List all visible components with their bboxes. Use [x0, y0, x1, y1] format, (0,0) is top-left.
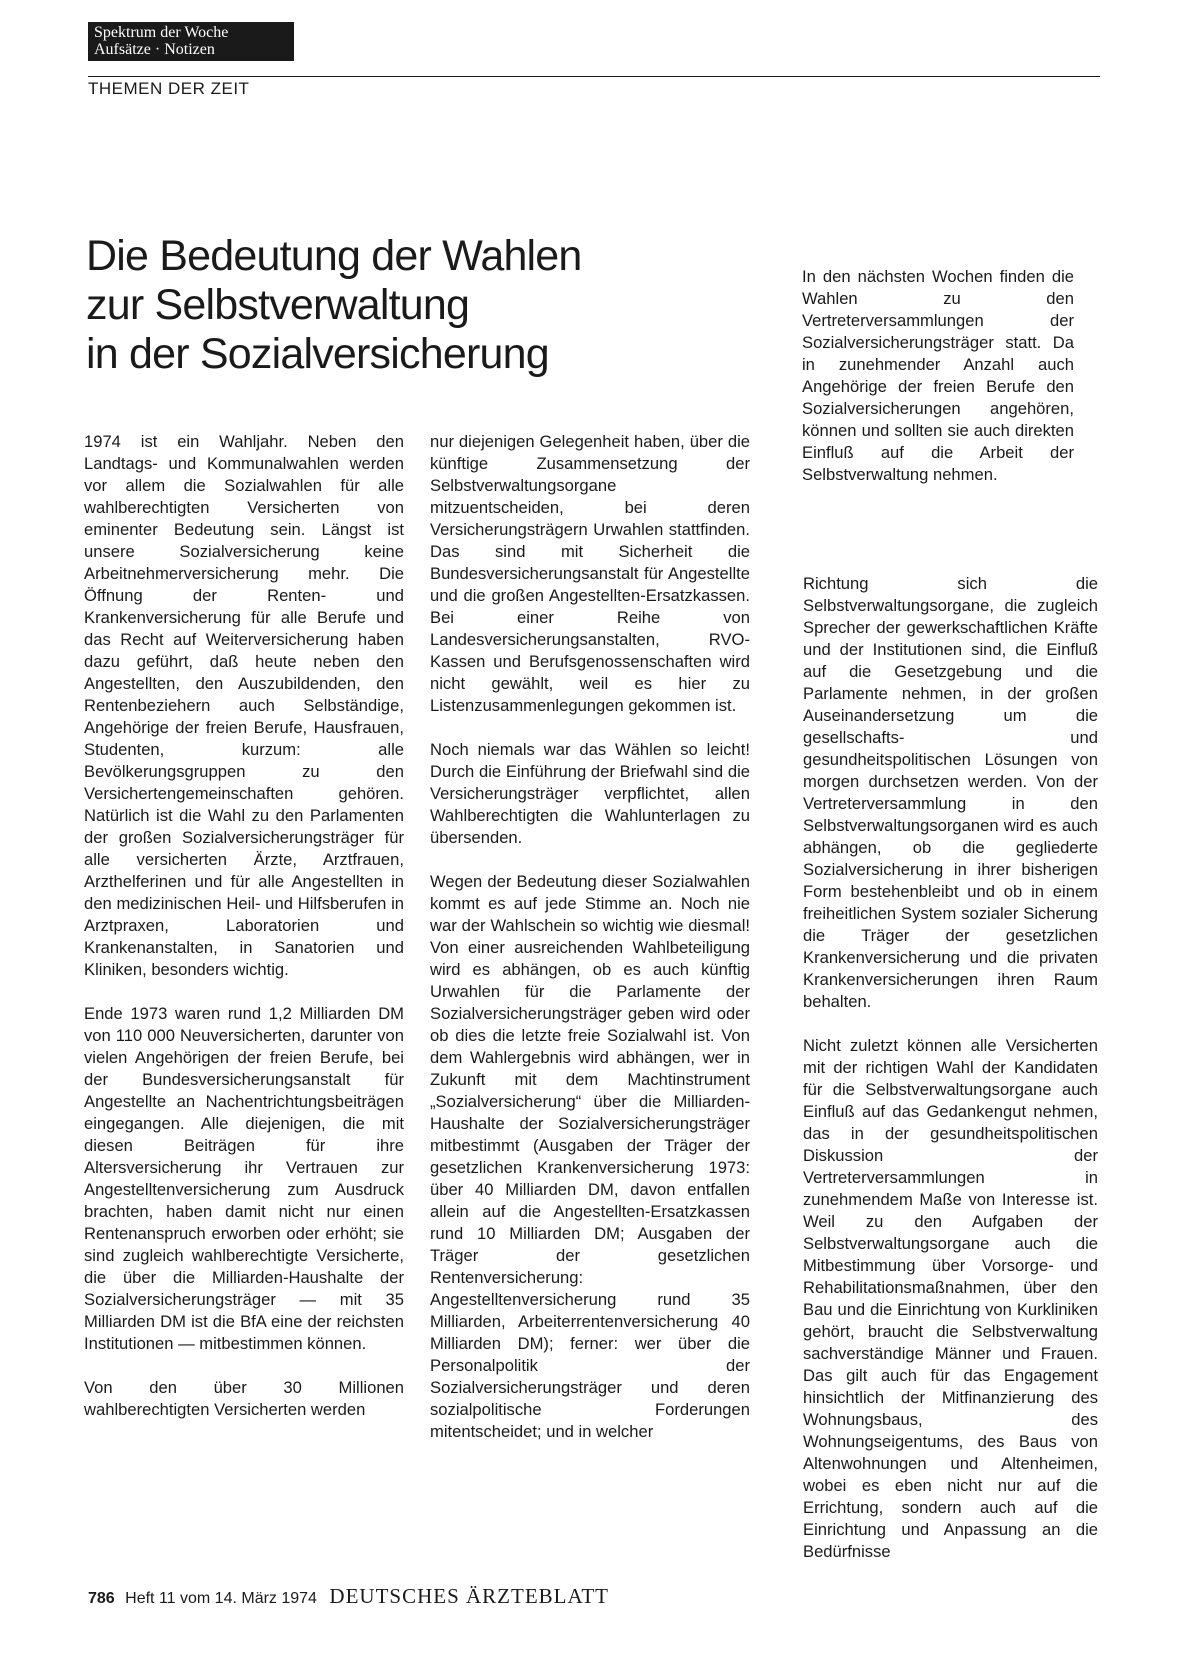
article-title-line: zur Selbstverwaltung	[86, 281, 470, 329]
article-title	[86, 232, 726, 379]
page-number: 786	[88, 1590, 115, 1607]
text-column-3	[803, 573, 1098, 1585]
issue-info: Heft 11 vom 14. März 1974	[125, 1590, 317, 1607]
paragraph: Nicht zuletzt können alle Versicherten mit der richtigen Wahl der Kandidaten für die Selbstverwaltungsorgane auch Einfluß auf das Gedankengut nehmen, das in der gesundheitspolitischen Diskussion der Vertreterversammlungen in zunehmendem Maße von Interesse ist. Weil zu den Aufgaben der Selbstverwaltungsorgane auch die Mitbestimmung über Vorsorge- und Rehabilitationsmaßnahmen, über den Bau und die Einrichtung von Kurkliniken gehört, braucht die Selbstverwaltung sachverständige Männer und Frauen. Das gilt auch für das Engagement hinsichtlich der Mitfinanzierung des Wohnungsbaus, des Wohnungseigentums, des Baus von Altenwohnungen und Altenheimen, wobei es eben nicht nur auf die Errichtung, sondern auch auf die Einrichtung und Anpassung an die Bedürfnisse	[803, 1036, 1098, 1561]
section-label-box	[88, 22, 294, 61]
article-title-line: Die Bedeutung der Wahlen	[86, 232, 582, 280]
rubric-label: THEMEN DER ZEIT	[88, 79, 250, 98]
page-footer	[88, 1584, 609, 1609]
paragraph: Wegen der Bedeutung dieser Sozialwahlen kommt es auf jede Stimme an. Noch nie war der Wahlschein so wichtig wie diesmal! Von einer ausreichenden Wahlbeteiligung wird es abhängen, ob es auch künftig Urwahlen für die Parlamente der Sozialversicherungsträger geben wird oder ob dies die letzte freie Sozialwahl ist. Von dem Wahlergebnis wird abhängen, wer in Zukunft mit dem Machtinstrument „Sozialversicherung“ über die Milliarden-Haushalte der Sozialversicherungsträger mitbestimmt (Ausgaben der Träger der gesetzlichen Krankenversicherung 1973: über 40 Milliarden DM, davon entfallen allein auf die Angestellten-Ersatzkassen rund 10 Milliarden DM; Ausgaben der Träger der gesetzlichen Rentenversicherung: Angestelltenversicherung rund 35 Milliarden, Arbeiterrentenversicherung 40 Milliarden DM); ferner: wer über die Personalpolitik der Sozialversicherungsträger und deren sozialpolitische Forderungen mitentscheidet; und in welcher	[430, 872, 750, 1441]
section-label-line-1: Spektrum der Woche	[94, 24, 229, 41]
text-column-1	[84, 431, 404, 1443]
article-title-line: in der Sozialversicherung	[86, 330, 549, 378]
paragraph: nur diejenigen Gelegenheit haben, über die künftige Zusammensetzung der Selbstverwaltungsorgane mitzuentscheiden, bei deren Versicherungsträgern Urwahlen stattfinden. Das sind mit Sicherheit die Bundesversicherungsanstalt für Angestellte und die großen Angestellten-Ersatzkassen. Bei einer Reihe von Landesversicherungsanstalten, RVO-Kassen und Berufsgenossenschaften wird nicht gewählt, weil es hier zu Listenzusammenlegungen gekommen ist.	[430, 432, 750, 715]
paragraph: Ende 1973 waren rund 1,2 Milliarden DM von 110 000 Neuversicherten, darunter von vielen Angehörigen der freien Berufe, bei der Bundesversicherungsanstalt für Angestellte an Nachentrichtungsbeiträgen eingegangen. Alle diejenigen, die mit diesen Beiträgen für ihre Altersversicherung ihr Vertrauen zur Angestelltenversicherung zum Ausdruck brachten, haben damit nicht nur einen Rentenanspruch erworben oder erhöht; sie sind zugleich wahlberechtigte Versicherte, die über die Milliarden-Haushalte der Sozialversicherungsträger — mit 35 Milliarden DM ist die BfA eine der reichsten Institutionen — mitbestimmen können.	[84, 1004, 404, 1353]
section-label-line-2: Aufsätze · Notizen	[94, 41, 215, 58]
paragraph: Richtung sich die Selbstverwaltungsorgane, die zugleich Sprecher der gewerkschaftlichen Kräfte und der Institutionen sind, die Einfluß auf die Gesetzgebung und die Parlamente nehmen, in der großen Auseinandersetzung um die gesellschafts- und gesundheitspolitischen Lösungen von morgen durchsetzen werden. Von der Vertreterversammlung in den Selbstverwaltungsorganen wird es auch abhängen, ob die gegliederte Sozialversicherung in ihrer bisherigen Form bestehenbleibt und ob in einem freiheitlichen System sozialer Sicherung die Träger der gesetzlichen Krankenversicherung und die privaten Krankenversicherungen ihren Raum behalten.	[803, 574, 1098, 1011]
text-column-2	[430, 431, 750, 1465]
paragraph: 1974 ist ein Wahljahr. Neben den Landtags- und Kommunalwahlen werden vor allem die Sozialwahlen für alle wahlberechtigten Versicherten von eminenter Bedeutung sein. Längst ist unsere Sozialversicherung keine Arbeitnehmerversicherung mehr. Die Öffnung der Renten- und Krankenversicherung für alle Berufe und das Recht auf Weiterversicherung haben dazu geführt, daß heute neben den Angestellten, den Auszubildenden, den Rentenbeziehern auch Selbständige, Angehörige der freien Berufe, Hausfrauen, Studenten, kurzum: alle Bevölkerungsgruppen zu den Versichertengemeinschaften gehören. Natürlich ist die Wahl zu den Parlamenten der großen Sozialversicherungsträger für alle versicherten Ärzte, Arztfrauen, Arzthelferinen und für alle Angestellten in den medizinischen Heil- und Hilfsberufen in Arztpraxen, Laboratorien und Krankenanstalten, in Sanatorien und Kliniken, besonders wichtig.	[84, 432, 404, 979]
article-teaser: In den nächsten Wochen finden die Wahlen zu den Vertreterversammlungen der Sozialversicherungsträger statt. Da in zunehmender Anzahl auch Angehörige der freien Berufe den Sozialversicherungen angehören, können und sollten sie auch direkten Einfluß auf die Arbeit der Selbstverwaltung nehmen.	[802, 267, 1074, 484]
paragraph: Noch niemals war das Wählen so leicht! Durch die Einführung der Briefwahl sind die Versicherungsträger verpflichtet, allen Wahlberechtigten die Wahlunterlagen zu übersenden.	[430, 740, 750, 847]
journal-name: DEUTSCHES ÄRZTEBLATT	[329, 1584, 609, 1608]
header-rule	[88, 76, 1100, 77]
paragraph: Von den über 30 Millionen wahlberechtigten Versicherten werden	[84, 1378, 404, 1419]
